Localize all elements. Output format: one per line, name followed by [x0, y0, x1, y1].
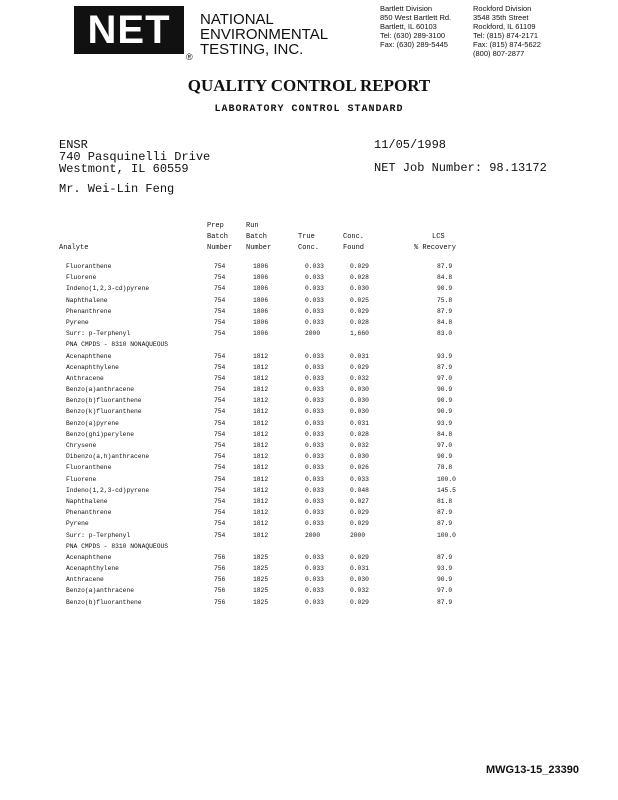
prep-batch-cell: 754 [214, 307, 226, 315]
true-conc-cell: 0.033 [305, 565, 324, 573]
recovery-cell: 90.9 [437, 453, 453, 461]
company-line: NATIONAL [200, 11, 274, 28]
table-row [66, 496, 486, 507]
prep-batch-cell: 754 [214, 263, 226, 270]
company-line: ENVIRONMENTAL [200, 26, 329, 43]
run-batch-cell: 1812 [253, 453, 269, 461]
recovery-cell: 90.9 [437, 397, 453, 405]
prep-batch-cell: 756 [214, 587, 226, 595]
true-conc-cell: 0.033 [305, 318, 324, 326]
conc-found-cell: 0.026 [350, 464, 369, 472]
conc-found-cell: 0.029 [350, 520, 369, 528]
recovery-cell: 90.9 [437, 386, 453, 394]
analyte-cell: Benzo(a)anthracene [66, 587, 135, 595]
analyte-cell: Benzo(ghi)perylene [66, 430, 135, 438]
run-batch-cell: 1812 [253, 442, 269, 449]
recovery-cell: 90.9 [437, 285, 453, 293]
division-line: Tel: (630) 289-3100 [380, 31, 446, 40]
prep-batch-cell: 754 [214, 352, 226, 360]
table-body [66, 261, 486, 608]
prep-batch-cell: 754 [214, 509, 226, 517]
analyte-cell: Benzo(b)fluoranthene [66, 598, 142, 606]
true-conc-cell: 0.033 [305, 386, 324, 394]
header-line: Number [246, 244, 272, 252]
prep-batch-cell: 754 [214, 531, 226, 539]
recovery-cell: 84.8 [437, 274, 453, 282]
conc-found-cell: 0.031 [350, 565, 369, 573]
run-batch-cell: 1825 [253, 565, 269, 573]
conc-found-cell: 0.028 [350, 274, 369, 282]
recovery-cell: 93.9 [437, 565, 453, 573]
prep-batch-cell: 754 [214, 274, 226, 282]
section-heading-row [66, 541, 486, 552]
table-row [66, 429, 486, 440]
true-conc-cell: 0.033 [305, 442, 324, 449]
recovery-cell: 84.8 [437, 430, 453, 438]
conc-found-cell: 0.030 [350, 408, 369, 416]
recovery-cell: 87.9 [437, 263, 453, 270]
run-batch-cell: 1812 [253, 509, 269, 517]
analyte-cell: Anthracene [66, 374, 104, 382]
table-row [66, 597, 486, 608]
division-line: Bartlett Division [380, 4, 433, 13]
recovery-cell: 100.0 [437, 475, 456, 483]
true-conc-cell: 0.033 [305, 520, 324, 528]
recovery-cell: 81.8 [437, 497, 453, 505]
analyte-cell: Surr: p-Terphenyl [66, 531, 131, 539]
table-row [66, 507, 486, 518]
conc-found-cell: 0.029 [350, 509, 369, 517]
table-row [66, 585, 486, 596]
header-line: Number [207, 244, 233, 252]
analyte-cell: Acenaphthylene [66, 565, 119, 573]
header-line: % Recovery [414, 244, 457, 252]
true-conc-cell: 0.033 [305, 374, 324, 382]
run-batch-cell: 1812 [253, 486, 269, 494]
conc-found-cell: 0.032 [350, 587, 369, 595]
true-conc-cell: 0.033 [305, 598, 324, 606]
run-batch-cell: 1806 [253, 307, 269, 315]
analyte-cell: Naphthalene [66, 296, 108, 304]
conc-found-cell: 0.029 [350, 553, 369, 561]
conc-found-cell: 0.032 [350, 374, 369, 382]
table-row [66, 406, 486, 417]
recovery-cell: 93.9 [437, 352, 453, 360]
table-row [66, 362, 486, 373]
true-conc-cell: 0.033 [305, 263, 324, 270]
prep-batch-cell: 754 [214, 520, 226, 528]
run-batch-cell: 1825 [253, 553, 269, 561]
run-batch-cell: 1812 [253, 430, 269, 438]
header-line: Batch [246, 233, 268, 241]
run-batch-cell: 1812 [253, 531, 269, 539]
analyte-cell: PNA CMPDS - 8310 NONAQUEOUS [66, 341, 169, 349]
conc-found-cell: 0.029 [350, 307, 369, 315]
recovery-cell: 84.8 [437, 318, 453, 326]
prep-batch-cell: 754 [214, 430, 226, 438]
client-line: ENSR [59, 138, 88, 152]
conc-found-cell: 0.029 [350, 598, 369, 606]
table-row [66, 283, 486, 294]
true-conc-cell: 0.033 [305, 509, 324, 517]
recovery-cell: 90.9 [437, 576, 453, 584]
table-row [66, 328, 486, 339]
run-batch-cell: 1806 [253, 274, 269, 282]
run-batch-cell: 1812 [253, 363, 269, 371]
table-header [59, 221, 479, 255]
run-batch-cell: 1806 [253, 263, 269, 270]
table-row [66, 485, 486, 496]
division-line: Rockford Division [473, 4, 532, 13]
table-row [66, 261, 486, 272]
recovery-cell: 93.9 [437, 419, 453, 427]
run-batch-cell: 1812 [253, 386, 269, 394]
client-line: 740 Pasquinelli Drive [59, 150, 211, 164]
run-batch-cell: 1812 [253, 464, 269, 472]
recovery-cell: 90.9 [437, 408, 453, 416]
prep-batch-cell: 754 [214, 330, 226, 338]
prep-batch-cell: 754 [214, 408, 226, 416]
analyte-cell: Acenaphthene [66, 352, 112, 360]
company-line: TESTING, INC. [200, 41, 304, 58]
table-row [66, 317, 486, 328]
true-conc-cell: 0.033 [305, 274, 324, 282]
prep-batch-cell: 754 [214, 464, 226, 472]
analyte-cell: Chrysene [66, 442, 97, 449]
header-line: True [298, 233, 315, 241]
conc-found-cell: 0.029 [350, 363, 369, 371]
net-logo: NET [74, 6, 184, 54]
header-recovery [414, 232, 456, 254]
analyte-cell: Fluoranthene [66, 263, 112, 270]
analyte-cell: Surr: p-Terphenyl [66, 330, 131, 338]
header-line: Run [246, 222, 259, 230]
prep-batch-cell: 754 [214, 285, 226, 293]
run-batch-cell: 1825 [253, 598, 269, 606]
recovery-cell: 100.0 [437, 531, 456, 539]
run-batch-cell: 1812 [253, 419, 269, 427]
analyte-cell: Benzo(k)fluoranthene [66, 408, 142, 416]
conc-found-cell: 0.029 [350, 263, 369, 270]
run-batch-cell: 1806 [253, 318, 269, 326]
true-conc-cell: 0.033 [305, 285, 324, 293]
table-row [66, 440, 486, 451]
header-line: Conc. [298, 244, 320, 252]
document-id: MWG13-15_23390 [486, 764, 579, 776]
prep-batch-cell: 754 [214, 453, 226, 461]
run-batch-cell: 1806 [253, 330, 269, 338]
prep-batch-cell: 754 [214, 386, 226, 394]
header-true-conc [298, 232, 319, 254]
header-line: Batch [207, 233, 229, 241]
header-run-batch [246, 221, 271, 254]
prep-batch-cell: 756 [214, 576, 226, 584]
company-name [200, 12, 328, 57]
recovery-cell: 87.9 [437, 598, 453, 606]
table-row [66, 451, 486, 462]
conc-found-cell: 1,660 [350, 330, 369, 338]
conc-found-cell: 0.030 [350, 386, 369, 394]
true-conc-cell: 0.033 [305, 453, 324, 461]
prep-batch-cell: 754 [214, 475, 226, 483]
prep-batch-cell: 754 [214, 442, 226, 449]
prep-batch-cell: 754 [214, 296, 226, 304]
conc-found-cell: 0.032 [350, 442, 369, 449]
conc-found-cell: 0.031 [350, 419, 369, 427]
true-conc-cell: 0.033 [305, 486, 324, 494]
attention-line: Mr. Wei-Lin Feng [59, 182, 175, 196]
conc-found-cell: 0.033 [350, 475, 369, 483]
conc-found-cell: 0.027 [350, 497, 369, 505]
division-line: 850 West Bartlett Rd. [380, 13, 452, 22]
analyte-cell: Benzo(a)pyrene [66, 419, 119, 427]
recovery-cell: 78.8 [437, 464, 453, 472]
analyte-cell: Dibenzo(a,h)anthracene [66, 453, 150, 461]
prep-batch-cell: 754 [214, 374, 226, 382]
run-batch-cell: 1812 [253, 408, 269, 416]
conc-found-cell: 0.048 [350, 486, 369, 494]
header-line: LCS [432, 233, 445, 241]
recovery-cell: 87.9 [437, 363, 453, 371]
conc-found-cell: 0.030 [350, 397, 369, 405]
analyte-cell: Fluoranthene [66, 464, 112, 472]
analyte-cell: PNA CMPDS - 8310 NONAQUEOUS [66, 542, 169, 550]
analyte-cell: Pyrene [66, 318, 89, 326]
true-conc-cell: 0.033 [305, 307, 324, 315]
true-conc-cell: 0.033 [305, 352, 324, 360]
true-conc-cell: 0.033 [305, 430, 324, 438]
table-row [66, 418, 486, 429]
conc-found-cell: 0.028 [350, 318, 369, 326]
recovery-cell: 97.0 [437, 442, 453, 449]
analyte-cell: Anthracene [66, 576, 104, 584]
table-row [66, 384, 486, 395]
header-line: Prep [207, 222, 224, 230]
true-conc-cell: 0.033 [305, 475, 324, 483]
recovery-cell: 87.9 [437, 307, 453, 315]
header-analyte: Analyte [59, 244, 89, 252]
table-row [66, 462, 486, 473]
job-number: NET Job Number: 98.13172 [374, 161, 547, 175]
conc-found-cell: 0.030 [350, 453, 369, 461]
table-row [66, 574, 486, 585]
analyte-cell: Indeno(1,2,3-cd)pyrene [66, 486, 150, 494]
report-subtitle: LABORATORY CONTROL STANDARD [214, 104, 404, 115]
run-batch-cell: 1825 [253, 576, 269, 584]
division-line: Fax: (815) 874-5622 [473, 40, 541, 49]
section-heading-row [66, 339, 486, 350]
table-row [66, 563, 486, 574]
run-batch-cell: 1812 [253, 397, 269, 405]
true-conc-cell: 0.033 [305, 497, 324, 505]
analyte-cell: Fluorene [66, 475, 97, 483]
analyte-cell: Acenaphthylene [66, 363, 119, 371]
division-line: Fax: (630) 289-5445 [380, 40, 448, 49]
prep-batch-cell: 754 [214, 397, 226, 405]
conc-found-cell: 0.030 [350, 285, 369, 293]
analyte-cell: Benzo(b)fluoranthene [66, 397, 142, 405]
recovery-cell: 97.0 [437, 587, 453, 595]
prep-batch-cell: 754 [214, 363, 226, 371]
division-line: Bartlett, IL 60103 [380, 22, 437, 31]
recovery-cell: 87.9 [437, 553, 453, 561]
conc-found-cell: 0.030 [350, 576, 369, 584]
prep-batch-cell: 754 [214, 486, 226, 494]
run-batch-cell: 1812 [253, 497, 269, 505]
run-batch-cell: 1806 [253, 285, 269, 293]
true-conc-cell: 0.033 [305, 408, 324, 416]
recovery-cell: 75.8 [437, 296, 453, 304]
prep-batch-cell: 754 [214, 318, 226, 326]
report-title: QUALITY CONTROL REPORT [187, 76, 431, 95]
recovery-cell: 87.9 [437, 509, 453, 517]
division-line: Rockford, IL 61109 [473, 22, 536, 31]
header-line: Found [343, 244, 365, 252]
client-line: Westmont, IL 60559 [59, 162, 189, 176]
table-row [66, 272, 486, 283]
client-address [59, 139, 210, 175]
recovery-cell: 83.0 [437, 330, 453, 338]
recovery-cell: 87.9 [437, 520, 453, 528]
conc-found-cell: 0.028 [350, 430, 369, 438]
run-batch-cell: 1812 [253, 352, 269, 360]
prep-batch-cell: 754 [214, 419, 226, 427]
registered-mark-icon: ® [186, 52, 193, 62]
table-row [66, 518, 486, 529]
true-conc-cell: 0.033 [305, 587, 324, 595]
run-batch-cell: 1806 [253, 296, 269, 304]
report-date: 11/05/1998 [374, 138, 447, 152]
division-line: 3548 35th Street [473, 13, 529, 22]
true-conc-cell: 0.033 [305, 397, 324, 405]
true-conc-cell: 0.033 [305, 363, 324, 371]
run-batch-cell: 1825 [253, 587, 269, 595]
true-conc-cell: 0.033 [305, 576, 324, 584]
bartlett-division [380, 4, 451, 49]
conc-found-cell: 2000 [350, 531, 366, 539]
header-prep-batch [207, 221, 232, 254]
division-line: Tel: (815) 874-2171 [473, 31, 539, 40]
true-conc-cell: 2000 [305, 330, 321, 338]
analyte-cell: Fluorene [66, 274, 97, 282]
true-conc-cell: 2000 [305, 531, 321, 539]
conc-found-cell: 0.031 [350, 352, 369, 360]
prep-batch-cell: 756 [214, 598, 226, 606]
analyte-cell: Acenaphthene [66, 553, 112, 561]
division-line: (800) 807-2877 [473, 49, 525, 58]
rockford-division [473, 4, 541, 58]
conc-found-cell: 0.025 [350, 296, 369, 304]
analyte-cell: Indeno(1,2,3-cd)pyrene [66, 285, 150, 293]
prep-batch-cell: 754 [214, 497, 226, 505]
table-row [66, 530, 486, 541]
header-conc-found [343, 232, 364, 254]
analyte-cell: Pyrene [66, 520, 89, 528]
header-line: Conc. [343, 233, 365, 241]
analyte-cell: Phenanthrene [66, 307, 112, 315]
table-row [66, 295, 486, 306]
table-row [66, 351, 486, 362]
table-row [66, 395, 486, 406]
run-batch-cell: 1812 [253, 475, 269, 483]
prep-batch-cell: 756 [214, 565, 226, 573]
run-batch-cell: 1812 [253, 520, 269, 528]
true-conc-cell: 0.033 [305, 419, 324, 427]
prep-batch-cell: 756 [214, 553, 226, 561]
true-conc-cell: 0.033 [305, 553, 324, 561]
table-row [66, 306, 486, 317]
table-row [66, 552, 486, 563]
true-conc-cell: 0.033 [305, 464, 324, 472]
true-conc-cell: 0.033 [305, 296, 324, 304]
run-batch-cell: 1812 [253, 374, 269, 382]
recovery-cell: 97.0 [437, 374, 453, 382]
recovery-cell: 145.5 [437, 486, 456, 494]
analyte-cell: Naphthalene [66, 497, 108, 505]
analyte-cell: Benzo(a)anthracene [66, 386, 135, 394]
analyte-cell: Phenanthrene [66, 509, 112, 517]
table-row [66, 373, 486, 384]
table-row [66, 474, 486, 485]
